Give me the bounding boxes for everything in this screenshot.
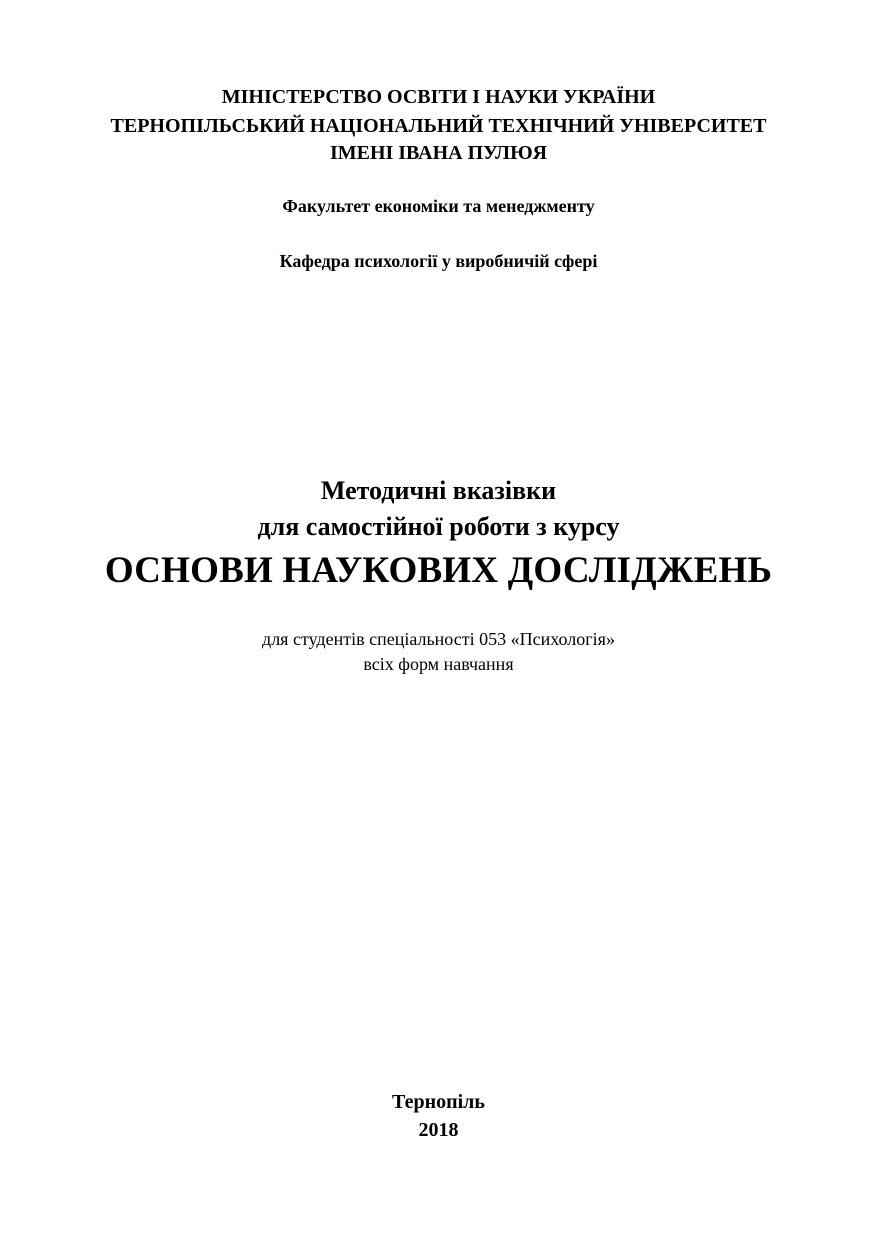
ministry-name: МІНІСТЕРСТВО ОСВІТИ І НАУКИ УКРАЇНИ bbox=[221, 86, 656, 108]
document-type: Методичні вказівки bbox=[320, 476, 557, 505]
audience-forms: всіх форм навчання bbox=[363, 654, 514, 674]
university-name-line2: ІМЕНІ ІВАНА ПУЛЮЯ bbox=[329, 142, 548, 164]
publication-year: 2018 bbox=[418, 1119, 459, 1141]
publication-city: Тернопіль bbox=[392, 1091, 485, 1113]
document-purpose: для самостійної роботи з курсу bbox=[257, 512, 620, 541]
faculty-name: Факультет економіки та менеджменту bbox=[282, 196, 595, 216]
audience-specialty: для студентів спеціальності 053 «Психологія» bbox=[262, 629, 615, 649]
university-name: ТЕРНОПІЛЬСЬКИЙ НАЦІОНАЛЬНИЙ ТЕХНІЧНИЙ УНІВЕРСИТЕТ bbox=[110, 115, 767, 137]
course-title: ОСНОВИ НАУКОВИХ ДОСЛІДЖЕНЬ bbox=[104, 550, 773, 591]
department-name: Кафедра психології у виробничій сфері bbox=[279, 251, 598, 271]
